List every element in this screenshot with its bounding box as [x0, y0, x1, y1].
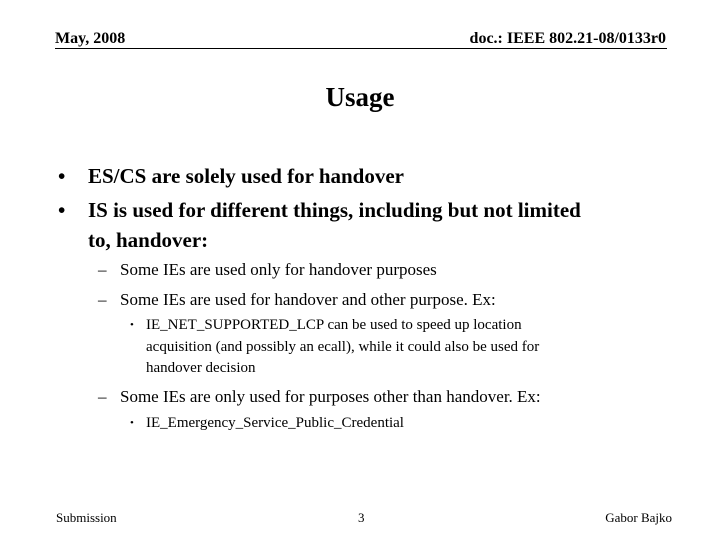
sub-sub-bullet-text-continued: handover decision: [146, 360, 256, 376]
bullet-text: IS is used for different things, including but not limited: [88, 198, 581, 222]
header-doc-id: doc.: IEEE 802.21-08/0133r0: [469, 30, 666, 47]
sub-bullet-text: Some IEs are used for handover and other purpose. Ex:: [120, 290, 496, 309]
sub-sub-bullet-marker: •: [130, 319, 134, 331]
header-divider: [55, 48, 667, 49]
sub-sub-bullet-text-continued: acquisition (and possibly an ecall), while it could also be used for: [146, 339, 540, 355]
footer-submission: Submission: [56, 510, 117, 525]
sub-sub-bullet-text: IE_Emergency_Service_Public_Credential: [146, 415, 404, 431]
sub-bullet-marker: –: [98, 290, 107, 309]
sub-bullet-marker: –: [98, 260, 107, 279]
sub-sub-bullet-text: IE_NET_SUPPORTED_LCP can be used to speed up location: [146, 317, 522, 333]
bullet-marker: •: [58, 198, 66, 222]
sub-bullet-text: Some IEs are used only for handover purposes: [120, 260, 437, 279]
footer-page-number: 3: [358, 510, 365, 525]
bullet-text: ES/CS are solely used for handover: [88, 164, 405, 188]
slide-title: Usage: [325, 82, 395, 112]
footer-author: Gabor Bajko: [605, 510, 672, 525]
header-date: May, 2008: [55, 30, 126, 47]
bullet-marker: •: [58, 164, 66, 188]
sub-sub-bullet-marker: •: [130, 417, 134, 429]
sub-bullet-text: Some IEs are only used for purposes other than handover. Ex:: [120, 387, 541, 406]
sub-bullet-marker: –: [98, 387, 107, 406]
bullet-text-continued: to, handover:: [88, 228, 209, 252]
